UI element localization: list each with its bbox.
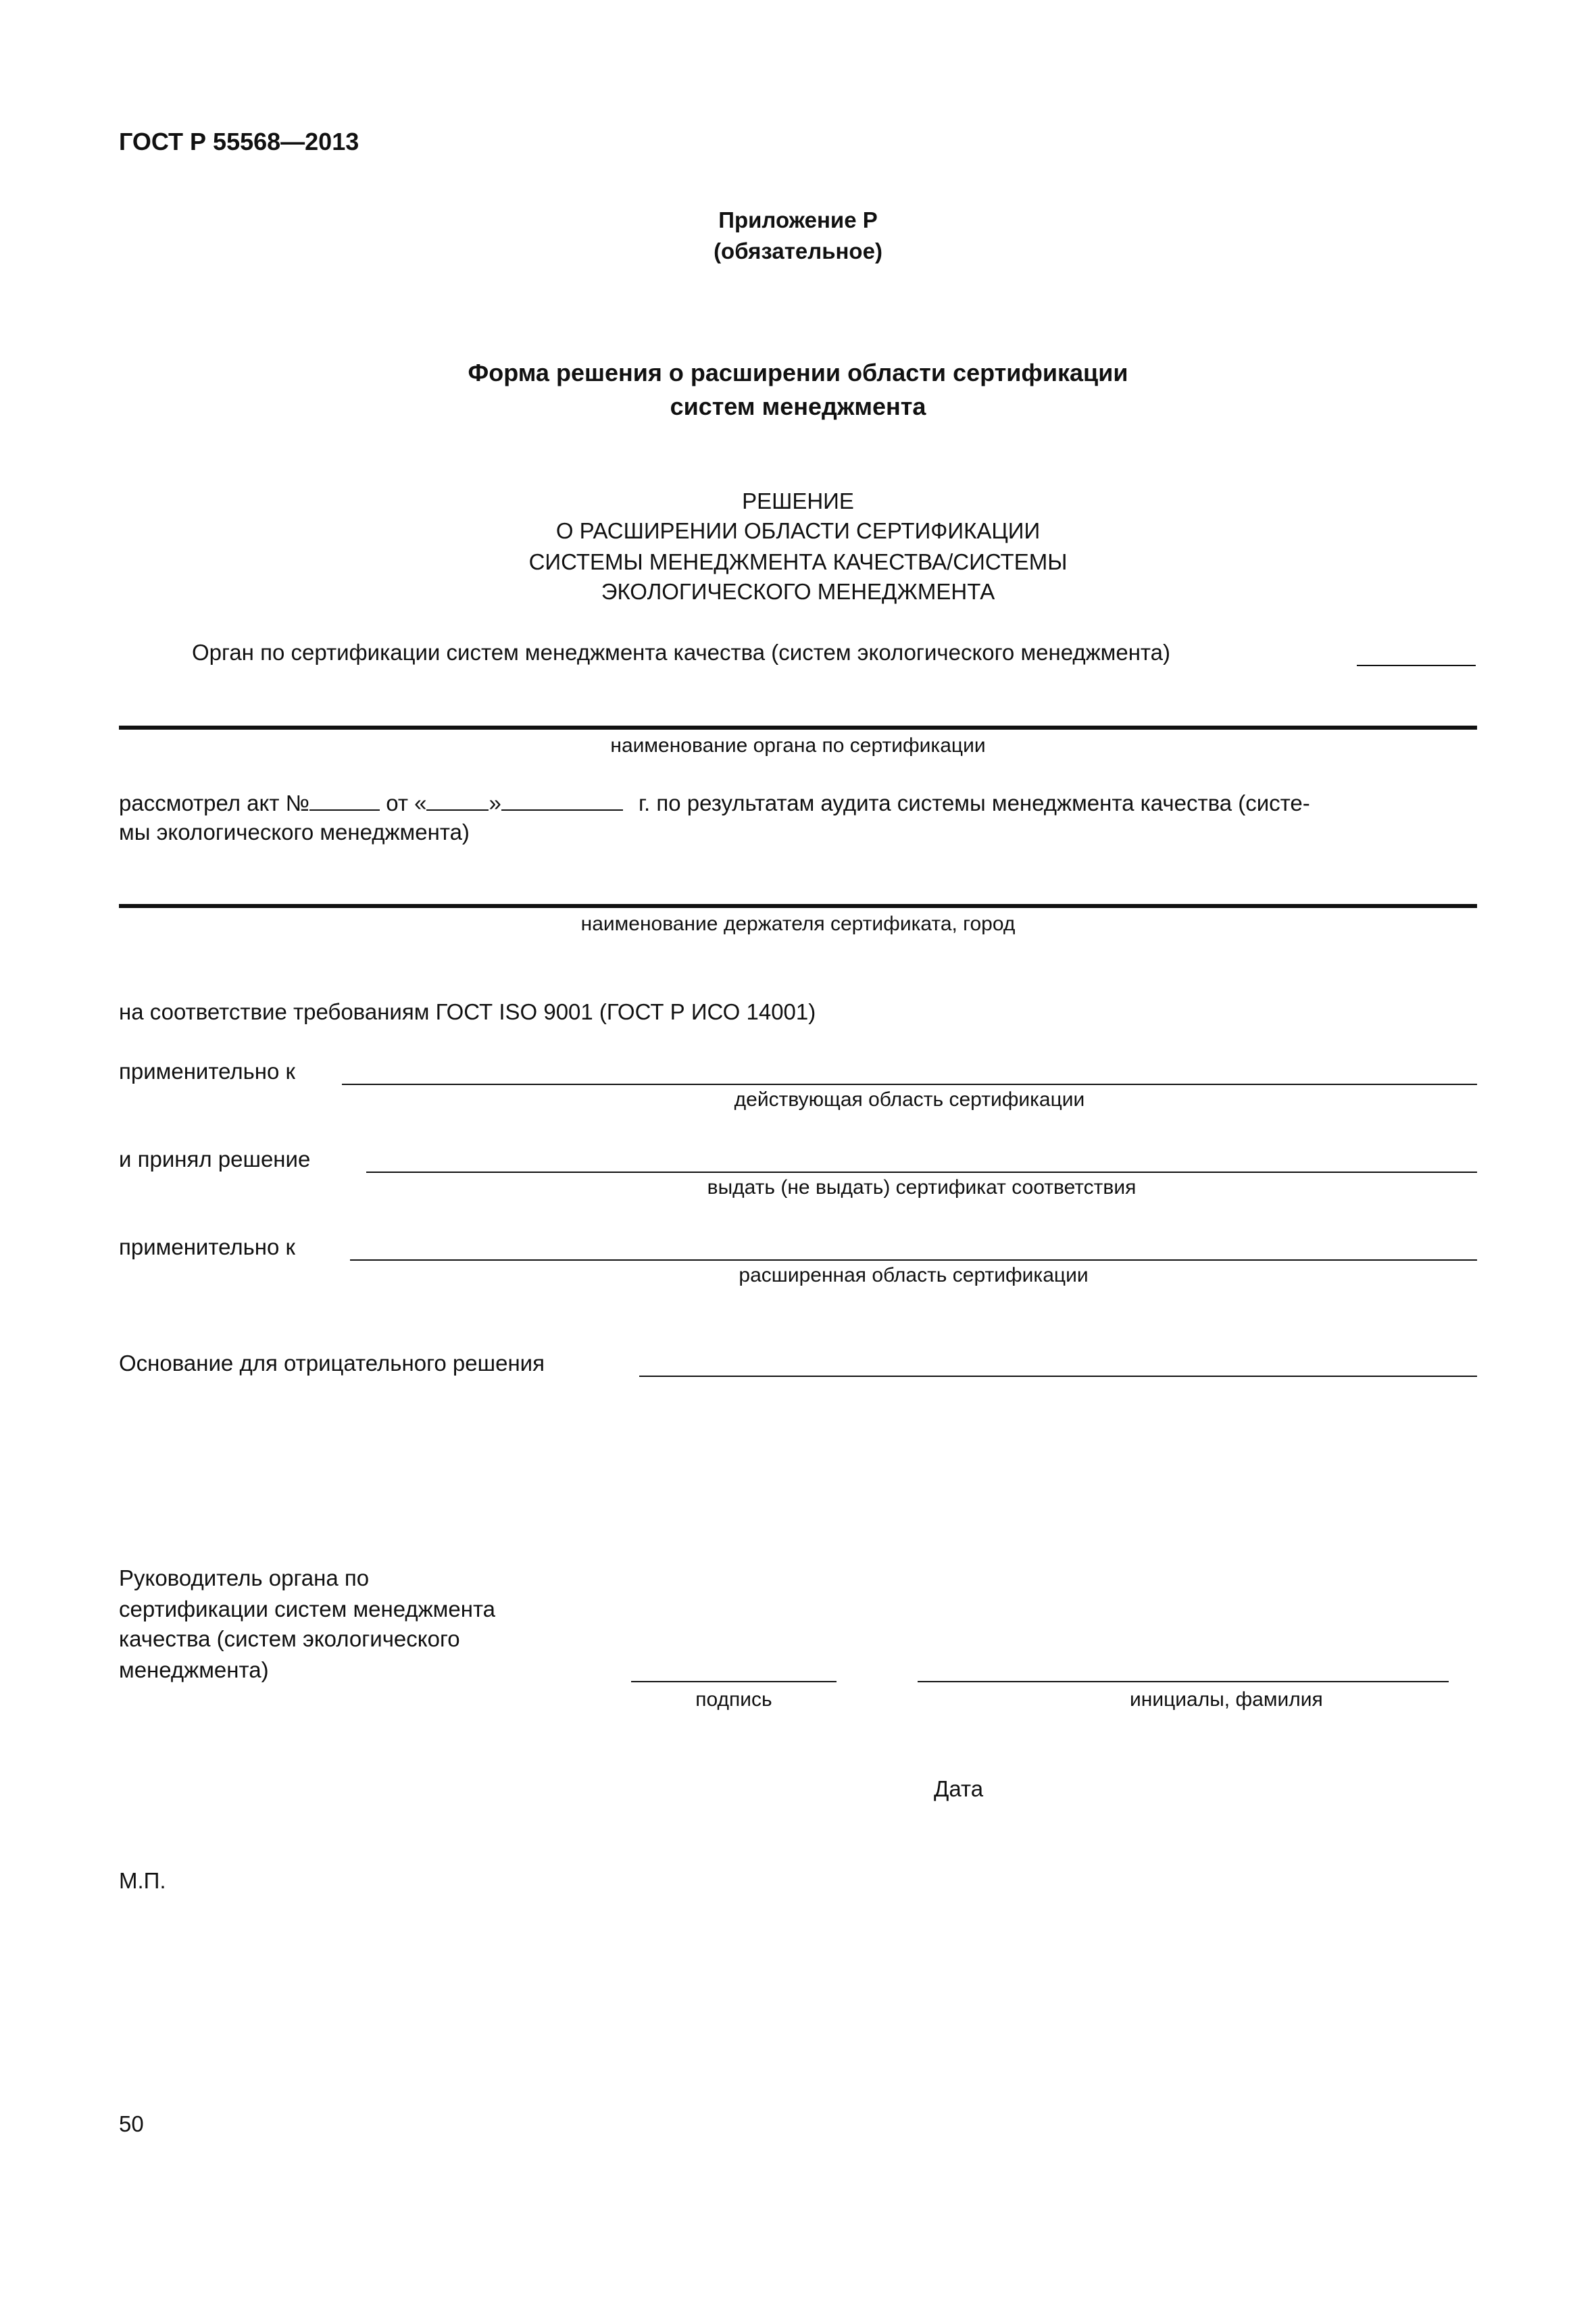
act-text-3: » bbox=[489, 790, 501, 815]
organ-inline-blank[interactable] bbox=[1357, 665, 1476, 666]
decision-heading-line1: РЕШЕНИЕ bbox=[742, 488, 854, 513]
form-title-line1: Форма решения о расширении области сертификации bbox=[468, 359, 1128, 386]
extended-scope-caption: расширенная область сертификации bbox=[739, 1264, 1089, 1286]
act-day-blank[interactable] bbox=[426, 789, 489, 811]
holder-name-line[interactable] bbox=[119, 904, 1477, 908]
applicable-label-1: применительно к bbox=[119, 1059, 295, 1084]
negative-basis-line[interactable] bbox=[639, 1376, 1477, 1377]
decision-label: и принял решение bbox=[119, 1147, 311, 1172]
head-line-1: Руководитель органа по bbox=[119, 1565, 370, 1590]
head-line-2: сертификации систем менеджмента bbox=[119, 1596, 496, 1621]
conformity-text: на соответствие требованиям ГОСТ ISO 9001 (ГОСТ Р ИСО 14001) bbox=[119, 999, 816, 1024]
act-line-2: мы экологического менеджмента) bbox=[119, 820, 470, 845]
date-label: Дата bbox=[934, 1776, 984, 1801]
act-text-4: г. по результатам аудита системы менеджмента качества (систе- bbox=[638, 790, 1310, 815]
act-text-2: от « bbox=[386, 790, 427, 815]
head-line-3: качества (систем экологического bbox=[119, 1626, 460, 1651]
form-title-line2: систем менеджмента bbox=[670, 393, 926, 420]
negative-basis-label: Основание для отрицательного решения bbox=[119, 1351, 545, 1376]
signature-caption: подпись bbox=[695, 1688, 772, 1711]
act-number-blank[interactable] bbox=[309, 789, 380, 811]
organ-label: Орган по сертификации систем менеджмента качества (систем экологического менеджмента) bbox=[192, 640, 1171, 665]
document-code: ГОСТ Р 55568—2013 bbox=[119, 128, 359, 155]
head-line-4: менеджмента) bbox=[119, 1657, 269, 1682]
stamp-label: М.П. bbox=[119, 1868, 166, 1893]
annex-title: Приложение Р bbox=[718, 207, 878, 232]
act-month-year-blank[interactable] bbox=[501, 789, 623, 811]
signature-line[interactable] bbox=[631, 1681, 837, 1682]
current-scope-caption: действующая область сертификации bbox=[734, 1088, 1085, 1111]
act-line bbox=[119, 789, 1310, 817]
decision-heading-line2: О РАСШИРЕНИИ ОБЛАСТИ СЕРТИФИКАЦИИ bbox=[555, 518, 1041, 543]
organ-name-line[interactable] bbox=[119, 726, 1477, 730]
current-scope-line[interactable] bbox=[342, 1084, 1477, 1085]
decision-heading-line4: ЭКОЛОГИЧЕСКОГО МЕНЕДЖМЕНТА bbox=[601, 579, 995, 604]
holder-caption: наименование держателя сертификата, город bbox=[580, 913, 1016, 935]
decision-heading-line3: СИСТЕМЫ МЕНЕДЖМЕНТА КАЧЕСТВА/СИСТЕМЫ bbox=[528, 549, 1068, 574]
annex-status: (обязательное) bbox=[714, 238, 882, 263]
applicable-label-2: применительно к bbox=[119, 1234, 295, 1259]
page-number: 50 bbox=[119, 2111, 144, 2136]
decision-line[interactable] bbox=[366, 1172, 1477, 1173]
act-text-1: рассмотрел акт № bbox=[119, 790, 310, 815]
name-caption: инициалы, фамилия bbox=[1130, 1688, 1323, 1711]
decision-caption: выдать (не выдать) сертификат соответствия bbox=[707, 1176, 1137, 1199]
name-line[interactable] bbox=[918, 1681, 1449, 1682]
extended-scope-line[interactable] bbox=[350, 1259, 1477, 1261]
organ-caption: наименование органа по сертификации bbox=[610, 734, 986, 757]
